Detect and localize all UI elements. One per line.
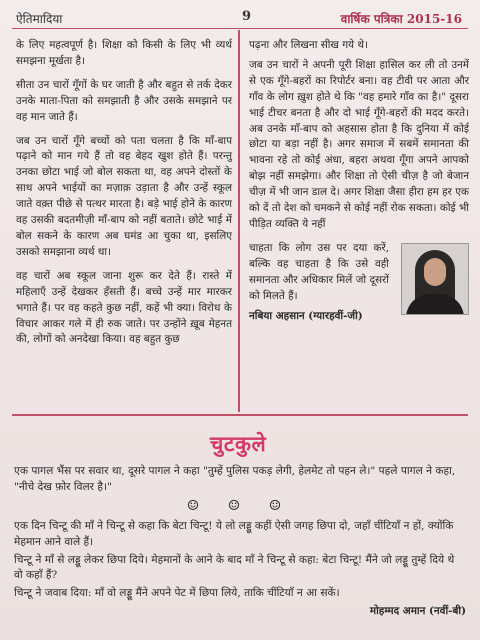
photo-face [424,258,446,286]
joke-credit: मोहम्मद अमान (नवीं-बी) [369,605,466,618]
author-byline: नबिया अहसान (ग्यारहवीं-जी) [249,309,363,322]
magazine-title: वार्षिक पत्रिका 2015-16 [340,12,462,26]
column-divider [238,30,240,412]
paragraph: जब उन चारों ने अपनी पूरी शिक्षा हासिल कर ली तो उनमें से एक गूँगे-बहरों का रिपोर्टर बना। वह टीवी पर आता और गाँव के लोग ख़ुश होते थे कि "वह हमारे गाँव का है।" दूसरा भाई टीचर बनता है और दो भाई गूँगे-बहरों की मदद करते। अब उनके माँ-बाप को अहसास होता है कि दुनिया में कोई छोटा या बड़ा नहीं है। अगर समाज में सबमें समानता की भावना रहे तो कोई अंधा, बहरा अथवा गूँगा अपने आपको बोझ नहीं समझेगा। और शिक्षा तो ऐसी चीज़ है जो बेजान चीज़ में भी जान डाल दे। अगर शिक्षा जैसा हीरा हम हर एक को दें तो देश को चमकने से कोई नहीं रोक सकता। कोई भी पीड़ित व्यक्ति ये नहीं [249,58,469,230]
joke-text: चिन्टू ने जवाब दिया: माँ वो लड्डू मैंने अपने पेट में छिपा लिये, ताकि चींटियाँ न आ सकें। [14,587,340,600]
paragraph: पढ़ना और लिखना सीख गये थे। [249,39,368,51]
page-header [12,8,468,29]
paragraph: चाहता कि लोग उस पर दया करें, बल्कि वह चाहता है कि उसे वही समानता और अधिकार मिलें जो दूसरों को मिलते हैं। [249,241,389,302]
paragraph: के लिए महत्वपूर्ण है। शिक्षा को किसी के लिए भी व्यर्थ समझना मूर्खता है। [16,39,232,67]
jokes-section [14,464,466,620]
smiley-icons: ☺ ☺ ☺ [186,497,294,514]
section-divider [12,414,468,416]
paragraph: वह चारों अब स्कूल जाना शुरू कर देते हैं। रास्ते में महिलाएँ उन्हें देखकर हँसती हैं। बच्चे उन्हें मार मारकर भगाते हैं। पर वह कहते कुछ नहीं, कहें भी क्या। विरोध के विचार आकर गले में ही रुक जाते। पर उन्होंने ख़ूब मेहनत की, लोगों को अनदेखा किया। वह बहुत कुछ [16,269,232,346]
author-block [249,241,469,325]
joke-text: एक दिन चिन्टू की माँ ने चिन्टू से कहा कि बेटा चिन्टू! ये लो लड्डू कहीं ऐसी जगह छिपा दो, जहाँ चींटियाँ न हों, क्योंकि मेहमान आने वाले हैं। [14,519,454,548]
left-column [16,38,232,356]
jokes-title: चुटकुले [210,431,267,456]
page-number: 9 [242,9,252,24]
right-column [249,38,469,324]
joke-text: एक पागल भैंस पर सवार था, दूसरे पागल ने कहा "तुम्हें पुलिस पकड़ लेगी, हेलमेट तो पहन ले।" पहले पागल ने कहा, "नीचे देख फ़ोर विलर है।" [14,465,456,493]
joke-text: चिन्टू ने माँ से लड्डू लेकर छिपा दिये। मेहमानों के आने के बाद माँ ने चिन्टू से कहा: बेटा चिन्टू! मैंने जो लड्डू तुम्हें दिये थे वो कहाँ हैं? [14,553,455,582]
paragraph: जब उन चारों गूँगे बच्चों को पता चलता है कि माँ-बाप पढ़ाने को मान गये हैं तो वह बेहद खुश होते हैं। परन्तु उनका छोटा भाई जो बोल सकता था, वह अपने दोस्तों के साथ अपने भाईयों का मज़ाक़ उड़ाता है और उन्हें स्कूल जाते वक़्त पीछे से पत्थर मारता है। बड़े भाई होने के कारण वह उसकी बदतमीज़ी माँ-बाप को नहीं बताते। छोटे भाई में बोल सकने के कारण अब घमंड आ चुका था, इसलिए उसको समझाना व्यर्थ था। [16,134,232,258]
paragraph: सीता उन चारों गूँगों के घर जाती है और बहुत से तर्क देकर उनके माता-पिता को समझाती है और उसके समझाने पर वह मान जाते हैं। [16,78,232,123]
school-name: ऐतिमादिया [16,12,63,26]
author-photo [401,243,469,315]
